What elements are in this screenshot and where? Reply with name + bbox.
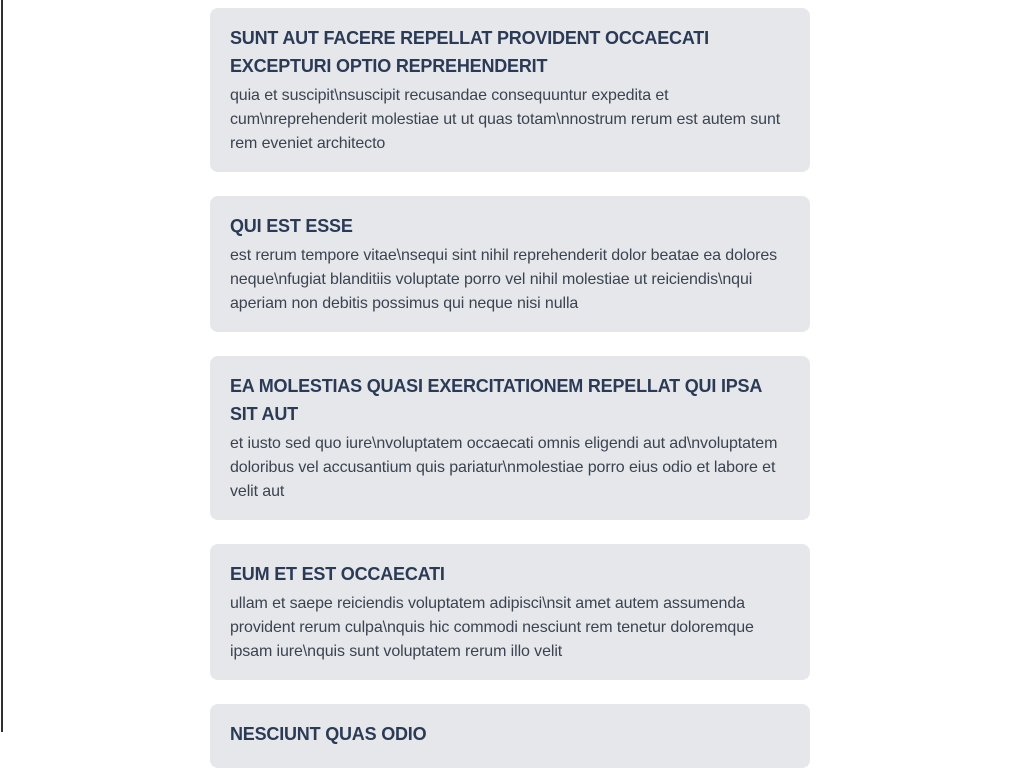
post-title: QUI EST ESSE [230, 216, 353, 236]
posts-list [210, 0, 810, 768]
post-body: quia et suscipit\nsuscipit recusandae consequuntur expedita et cum\nreprehenderit molestiae ut ut quas totam\nnostrum rerum est autem sunt rem eveniet architecto [230, 87, 781, 152]
post-card[interactable] [210, 704, 810, 768]
post-title: EUM ET EST OCCAECATI [230, 564, 445, 584]
post-body: et iusto sed quo iure\nvoluptatem occaecati omnis eligendi aut ad\nvoluptatem doloribus vel accusantium quis pariatur\nmolestiae porro eius odio et labore et velit aut [230, 435, 778, 500]
post-card[interactable] [210, 196, 810, 332]
post-title: EA MOLESTIAS QUASI EXERCITATIONEM REPELLAT QUI IPSA SIT AUT [230, 376, 762, 424]
window-left-edge-line [1, 0, 3, 732]
post-card[interactable] [210, 356, 810, 520]
post-body: est rerum tempore vitae\nsequi sint nihil reprehenderit dolor beatae ea dolores neque\nfugiat blanditiis voluptate porro vel nihil molestiae ut reiciendis\nqui aperiam non debitis possimus qui neque nisi nulla [230, 247, 778, 312]
post-card[interactable] [210, 8, 810, 172]
post-body: ullam et saepe reiciendis voluptatem adipisci\nsit amet autem assumenda provident rerum culpa\nquis hic commodi nesciunt rem tenetur doloremque ipsam iure\nquis sunt voluptatem rerum illo velit [230, 595, 754, 660]
post-card[interactable] [210, 544, 810, 680]
post-title: NESCIUNT QUAS ODIO [230, 724, 427, 744]
post-title: SUNT AUT FACERE REPELLAT PROVIDENT OCCAECATI EXCEPTURI OPTIO REPREHENDERIT [230, 28, 709, 76]
